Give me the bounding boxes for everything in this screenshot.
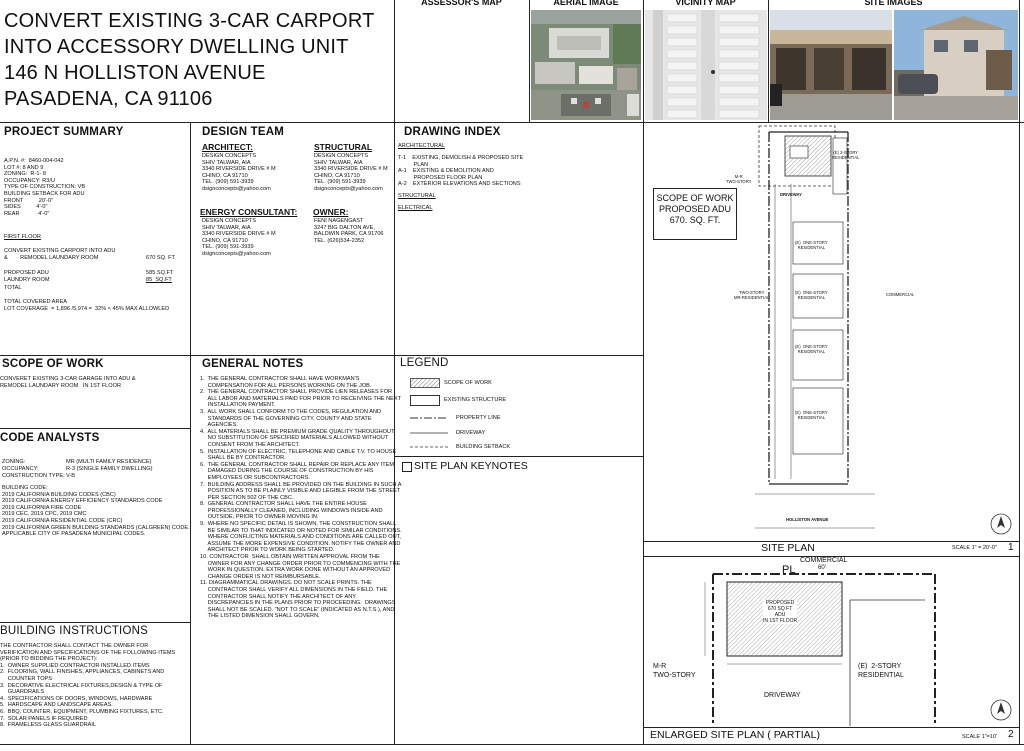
- enlarged-site-plan-number: 2: [1008, 729, 1014, 740]
- divider-main-siteplan: [643, 0, 644, 745]
- tab-site-images: SITE IMAGES: [864, 0, 923, 7]
- one-story-label-3: (E) ONE-STORY RESIDENTIAL: [795, 344, 828, 354]
- scope-of-work-callout: [653, 188, 737, 240]
- tab-aerial-image: AERIAL IMAGE: [553, 0, 619, 7]
- commercial-side-label: COMMERCIAL: [886, 292, 915, 297]
- proposed-adu-area: 585 SQ.FT: [146, 270, 174, 276]
- owner-details: FENI NAGENGAST 3247 BIG DALTON AVE, BALDWIN PARK, CA 91706 TEL. (626)534-2352: [314, 218, 384, 244]
- construction-type-label: CONSTRUCTION TYPE:: [2, 473, 65, 479]
- design-team-heading: DESIGN TEAM: [202, 126, 285, 138]
- occupancy-label: OCCUPANCY:: [2, 466, 39, 472]
- site-photo-carport: [770, 10, 892, 120]
- convert-line-2: & REMODEL LAUNDARY ROOM: [4, 255, 99, 261]
- property-line-label: PL: [782, 564, 796, 576]
- total-covered-area: TOTAL COVERED AREA: [4, 299, 67, 305]
- laundry-area: 85 SQ.FT: [146, 277, 172, 283]
- occupancy-value: R-3 (SINGLE FAMILY DWELLING): [66, 466, 153, 472]
- drawing-index-items: T-1 EXISTING, DEMOLISH & PROPOSED SITE PLAN A-1 EXISTING & DEMOLITION AND PROPOSED FLOOR PLAN A-2 EXTERIOR ELEVATIONS AND SECTIONS: [398, 155, 524, 188]
- site-plan-title: SITE PLAN: [761, 542, 815, 554]
- one-story-label-4: (E) ONE-STORY RESIDENTIAL: [795, 410, 828, 420]
- scope-of-work-heading: SCOPE OF WORK: [2, 358, 104, 370]
- divider-title-bottom: [0, 122, 1024, 123]
- zoning-value: MR (MULTI FAMILY RESIDENCE): [66, 459, 152, 465]
- laundry-label: LAUNDRY ROOM: [4, 277, 50, 283]
- energy-consultant-details: DESIGN CONCEPTS SHIV TALWAR, AIA 3340 RIVERSIDE DRIVE # M CHINO, CA 91710 TEL. (909) 591-3939 dsignconcepts@yahoo.com: [202, 218, 276, 257]
- two-story-mr-label: TWO-STORY MR-RESIDENTIAL: [734, 290, 770, 300]
- proposed-adu-label: PROPOSED ADU: [4, 270, 49, 276]
- project-address: 146 N HOLLISTON AVENUE: [4, 62, 266, 84]
- vicinity-map: [645, 10, 767, 120]
- divider-bottom: [0, 744, 1024, 745]
- keynotes-checkbox: [402, 462, 412, 472]
- divider-building: [0, 622, 190, 623]
- enlarged-two-story-label: (E) 2-STORY RESIDENTIAL: [858, 663, 904, 679]
- divider-assessor-aerial: [529, 0, 530, 122]
- enlarged-site-plan-title: ENLARGED SITE PLAN ( PARTIAL): [650, 729, 820, 741]
- legend-heading: LEGEND: [400, 357, 449, 369]
- electrical-index-label: ELECTRICAL: [398, 205, 433, 211]
- project-title-line-1: CONVERT EXISTING 3-CAR CARPORT: [4, 10, 375, 32]
- architect-details: DESIGN CONCEPTS SHIV TALWAR, AIA 3340 RIVERSIDE DRIVE # M CHINO, CA 91710 TEL. (909) 591-3939 dsignconcepts@yahoo.com: [202, 153, 276, 192]
- drawing-index-heading: DRAWING INDEX: [404, 126, 501, 138]
- legend-line-samples: [410, 414, 450, 454]
- enlarged-commercial-dim: 60': [818, 565, 826, 571]
- construction-type-value: V-B: [66, 473, 76, 479]
- architect-label: ARCHITECT:: [202, 142, 253, 152]
- project-summary-info: A.P.N. #: 8460-004-042 LOT #: 8 AND 9 ZONING: R-1- 8 OCCUPANCY: R3/U TYPE OF CONSTRUCTION: VB BUILDING SETBACK FOR ADU FRONT 20'-0" SIDES 4'-0" REAR 4'-0": [4, 158, 86, 217]
- scope-hatch-swatch: [410, 378, 440, 388]
- building-instructions-text: THE CONTRACTOR SHALL CONTACT THE OWNER FOR VERIFICATION AND SPECIFICATIONS OF THE FOLLOWING ITEMS (PRIOR TO BIDDING THE PROJECT): 1. OWNER SUPPLIED CONTRACTOR INSTALLED ITEMS 2. FLOORING, WALL FINISHES, APPLIANCES, CABINETS AND COUNTER TOPS 3. DECORATIVE ELECTRICAL FIXTURES,DESIGN & TYPE OF GUARDRAILS 4. SPECIFICATIONS OF DOORS, WINDOWS, HARDWARE 5. HARDSCAPE AND LANDSCAPE AREAS. 6. BBQ, COUNTER, EQUIPMENT, PLUMBING FIXTURES, ETC. 7. SOLAR PANELS IF REQUIRED 8. FRAMELESS GLASS GUARDRAIL: [0, 643, 176, 729]
- scope-callout-text: SCOPE OF WORK PROPOSED ADU 670. SQ. FT.: [656, 193, 734, 225]
- existing-structure-swatch: [410, 395, 440, 406]
- divider-enlarged-title: [643, 727, 1019, 728]
- one-story-label-2: (E) ONE-STORY RESIDENTIAL: [795, 290, 828, 300]
- convert-area: 670 SQ. FT.: [146, 255, 176, 261]
- tab-vicinity-map: VICINITY MAP: [675, 0, 736, 7]
- energy-consultant-label: ENERGY CONSULTANT:: [200, 207, 298, 217]
- scope-of-work-text: CONVERET EXISTING 3-CAR GARAGE INTO ADU & REMODEL LAUNDARY ROOM IN 1ST FLOOR: [0, 376, 136, 389]
- legend-driveway: DRIVEWAY: [456, 430, 486, 436]
- legend-property-line: PROPERTY LINE: [456, 415, 501, 421]
- divider-keynotes: [394, 456, 643, 457]
- legend-existing-structure: EXISTING STRUCTURE: [444, 397, 507, 403]
- enlarged-site-plan-scale: SCALE 1"=10': [962, 734, 997, 740]
- total-label: TOTAL: [4, 285, 22, 291]
- code-analysts-heading: CODE ANALYSTS: [0, 432, 100, 444]
- site-photo-building: [894, 10, 1018, 120]
- site-plan-scale: SCALE 1" = 20'-0": [952, 545, 997, 551]
- site-plan-number: 1: [1008, 542, 1014, 553]
- divider-col1: [190, 122, 191, 745]
- convert-line-1: CONVERT EXISTING CARPORT INTO ADU: [4, 248, 116, 254]
- structural-index-label: STRUCTURAL: [398, 193, 436, 199]
- enlarged-driveway-label: DRIVEWAY: [764, 692, 801, 699]
- structural-details: DESIGN CONCEPTS SHIV TALWAR, AIA 3340 RIVERSIDE DRIVE # M CHINO, CA 91710 TEL. (909) 591-3939 dsignconcepts@yahoo.com: [314, 153, 388, 192]
- driveway-label-site: DRIVEWAY: [780, 192, 802, 197]
- enlarged-site-plan-drawing: [645, 558, 1017, 726]
- owner-label: OWNER:: [313, 207, 349, 217]
- proposed-adu-label: PROPOSED 670 SQ FT ADU IN 1ST FLOOR: [763, 600, 798, 624]
- building-codes-list: BUILDING CODE: 2019 CALIFORNIA BUILDING CODES (CBC) 2019 CALIFORNIA ENERGY EFFICIENCY STANDARDS CODE 2019 CALIFORNIA FIRE CODE 2019 CEC, 2019 CPC, 2019 CMC 2019 CALIFORNIA RESIDENTIAL CODE (CRC) 2019 CALIFORNIA GREEN BUILDING STANDARDS (CALGREEN) CODE. APPLICABLE CITY OF PASADENA MUNICIPAL CODES.: [2, 485, 190, 538]
- site-plan-keynotes-heading: SITE PLAN KEYNOTES: [414, 460, 528, 472]
- divider-right-edge: [1019, 0, 1020, 745]
- architectural-label: ARCHITECTURAL: [398, 143, 445, 149]
- general-notes-heading: GENERAL NOTES: [202, 358, 304, 370]
- project-title-line-2: INTO ACCESSORY DWELLING UNIT: [4, 36, 349, 58]
- two-story-residential-label: (E) 2-STORY RESIDENTIAL: [832, 150, 860, 160]
- divider-code: [0, 428, 190, 429]
- holliston-avenue-label: HOLLISTON AVENUE: [786, 517, 829, 522]
- divider-title-right: [394, 0, 395, 122]
- enlarged-commercial-label: COMMERCIAL: [800, 557, 848, 564]
- zoning-label: ZONING:: [2, 459, 26, 465]
- general-notes-text: 1. THE GENERAL CONTRACTOR SHALL HAVE WORKMAN'S COMPENSATION FOR ALL PERSONS WORKING ON THE JOB. 2. THE GENERAL CONTRACTOR SHALL PROVIDE LIEN RELEASES FOR ALL LABOR AND MATERIALS PAID FOR PRIOR TO RECEIVING THE NEXT INSTALLATION PAYMENT. 3. ALL WORK SHALL CONFORM TO THE CODES, REGULATION AND STANDARDS OF THE GOVERNING CITY, COUNTY AND STATE AGENCIES. 4. ALL MATERIALS SHALL BE PREMIUM GRADE QUALITY THROUGHOUT. NO SUBSTITUTION OF SPECIFIED MATERIALS ALLOWED WITHOUT CONSENT FROM THE ARCHITECT. 5. INSTALLATION OF ELECTRIC, TELEPHONE AND CABLE T.V. TO HOUSE SHALL BE BY CONTRACTOR. 6. THE GENERAL CONTRACTOR SHALL REPAIR OR REPLACE ANY ITEM DAMAGED DURING THE COURSE OF CONSTRUCTION BY HIS EMPLOYEES OR SUBCONTRACTORS. 7. BUILDING ADDRESS SHALL BE PROVIDED ON THE BUILDING IN SUCH A POSITION AS TO BE PLAINLY VISIBLE AND LEGIBLE FROM THE STREET PER SECTION 502 OF THE CBC. 8. GENERAL CONTRACTOR SHALL HAVE THE ENTIRE HOUSE PROFESSIONALLY CLEANED, INCLUDING WINDOWS INSIDE AND OUTSIDE, PRIOR TO OWNER MOVING IN. 9. WHERE NO SPECIFIC DETAIL IS SHOWN, THE CONSTRUCTION SHALL BE SIMILAR TO THAT INDICATED OR NOTED FOR SIMILAR CONDITIONS. WHERE CONFLICTING MATERIALS AND CONDITIONS ARE CALLED OUT, ASSUME THE MORE EXPENSIVE CONDITION. NOTIFY THE OWNER AND ARCHITECT PRIOR TO WORK BEING STARTED. 10. CONTRACTOR SHALL OBTAIN WRITTEN APPROVAL FROM THE OWNER FOR ANY CHANGE ORDER PRIOR TO COMMENCING WITH THE WORK IN QUESTION. EXTRA WORK DONE WITHOUT AN APPROVED CHANGE ORDER IS NOT REIMBURSABLE. 11. DIAGRAMMATICAL DRAWINGS. DO NOT SCALE PRINTS. THE CONTRACTOR SHALL VERIFY ALL DIMENSIONS IN THE FIELD. THE CONTRACTOR SHALL NOTIFY THE ARCHITECT OF ANY DISCREPANCIES IN THE PLANS PRIOR TO PROCEEDING. DRAWINGS SHALL NOT BE SCALED. "NOT TO SCALE" (INDICATED AS N.T.S.), AND THE LISTED DIMENSION SHALL GOVERN.: [200, 376, 402, 620]
- site-plan-drawing: [645, 124, 1017, 540]
- enlarged-mr-label: M-R TWO-STORY: [653, 663, 696, 679]
- project-city: PASADENA, CA 91106: [4, 88, 213, 110]
- divider-vicinity-images: [768, 0, 769, 122]
- project-summary-heading: PROJECT SUMMARY: [4, 126, 124, 138]
- legend-building-setback: BUILDING SETBACK: [456, 444, 511, 450]
- one-story-label-1: (E) ONE-STORY RESIDENTIAL: [795, 240, 828, 250]
- mr-two-story-label-top: M-R TWO-STORY: [726, 174, 752, 184]
- aerial-image: [531, 10, 641, 120]
- tab-assessors-map: ASSESSOR'S MAP: [421, 0, 502, 7]
- building-instructions-heading: BUILDING INSTRUCTIONS: [0, 625, 148, 637]
- divider-mid: [0, 355, 643, 356]
- lot-coverage: LOT COVERAGE = 1,896 /5,974 = 32% < 45% MAX ALLOWLED: [4, 306, 170, 312]
- structural-label: STRUCTURAL: [314, 142, 373, 152]
- legend-scope-of-work: SCOPE OF WORK: [444, 380, 492, 386]
- first-floor-label: FIRST FLOOR: [4, 234, 41, 240]
